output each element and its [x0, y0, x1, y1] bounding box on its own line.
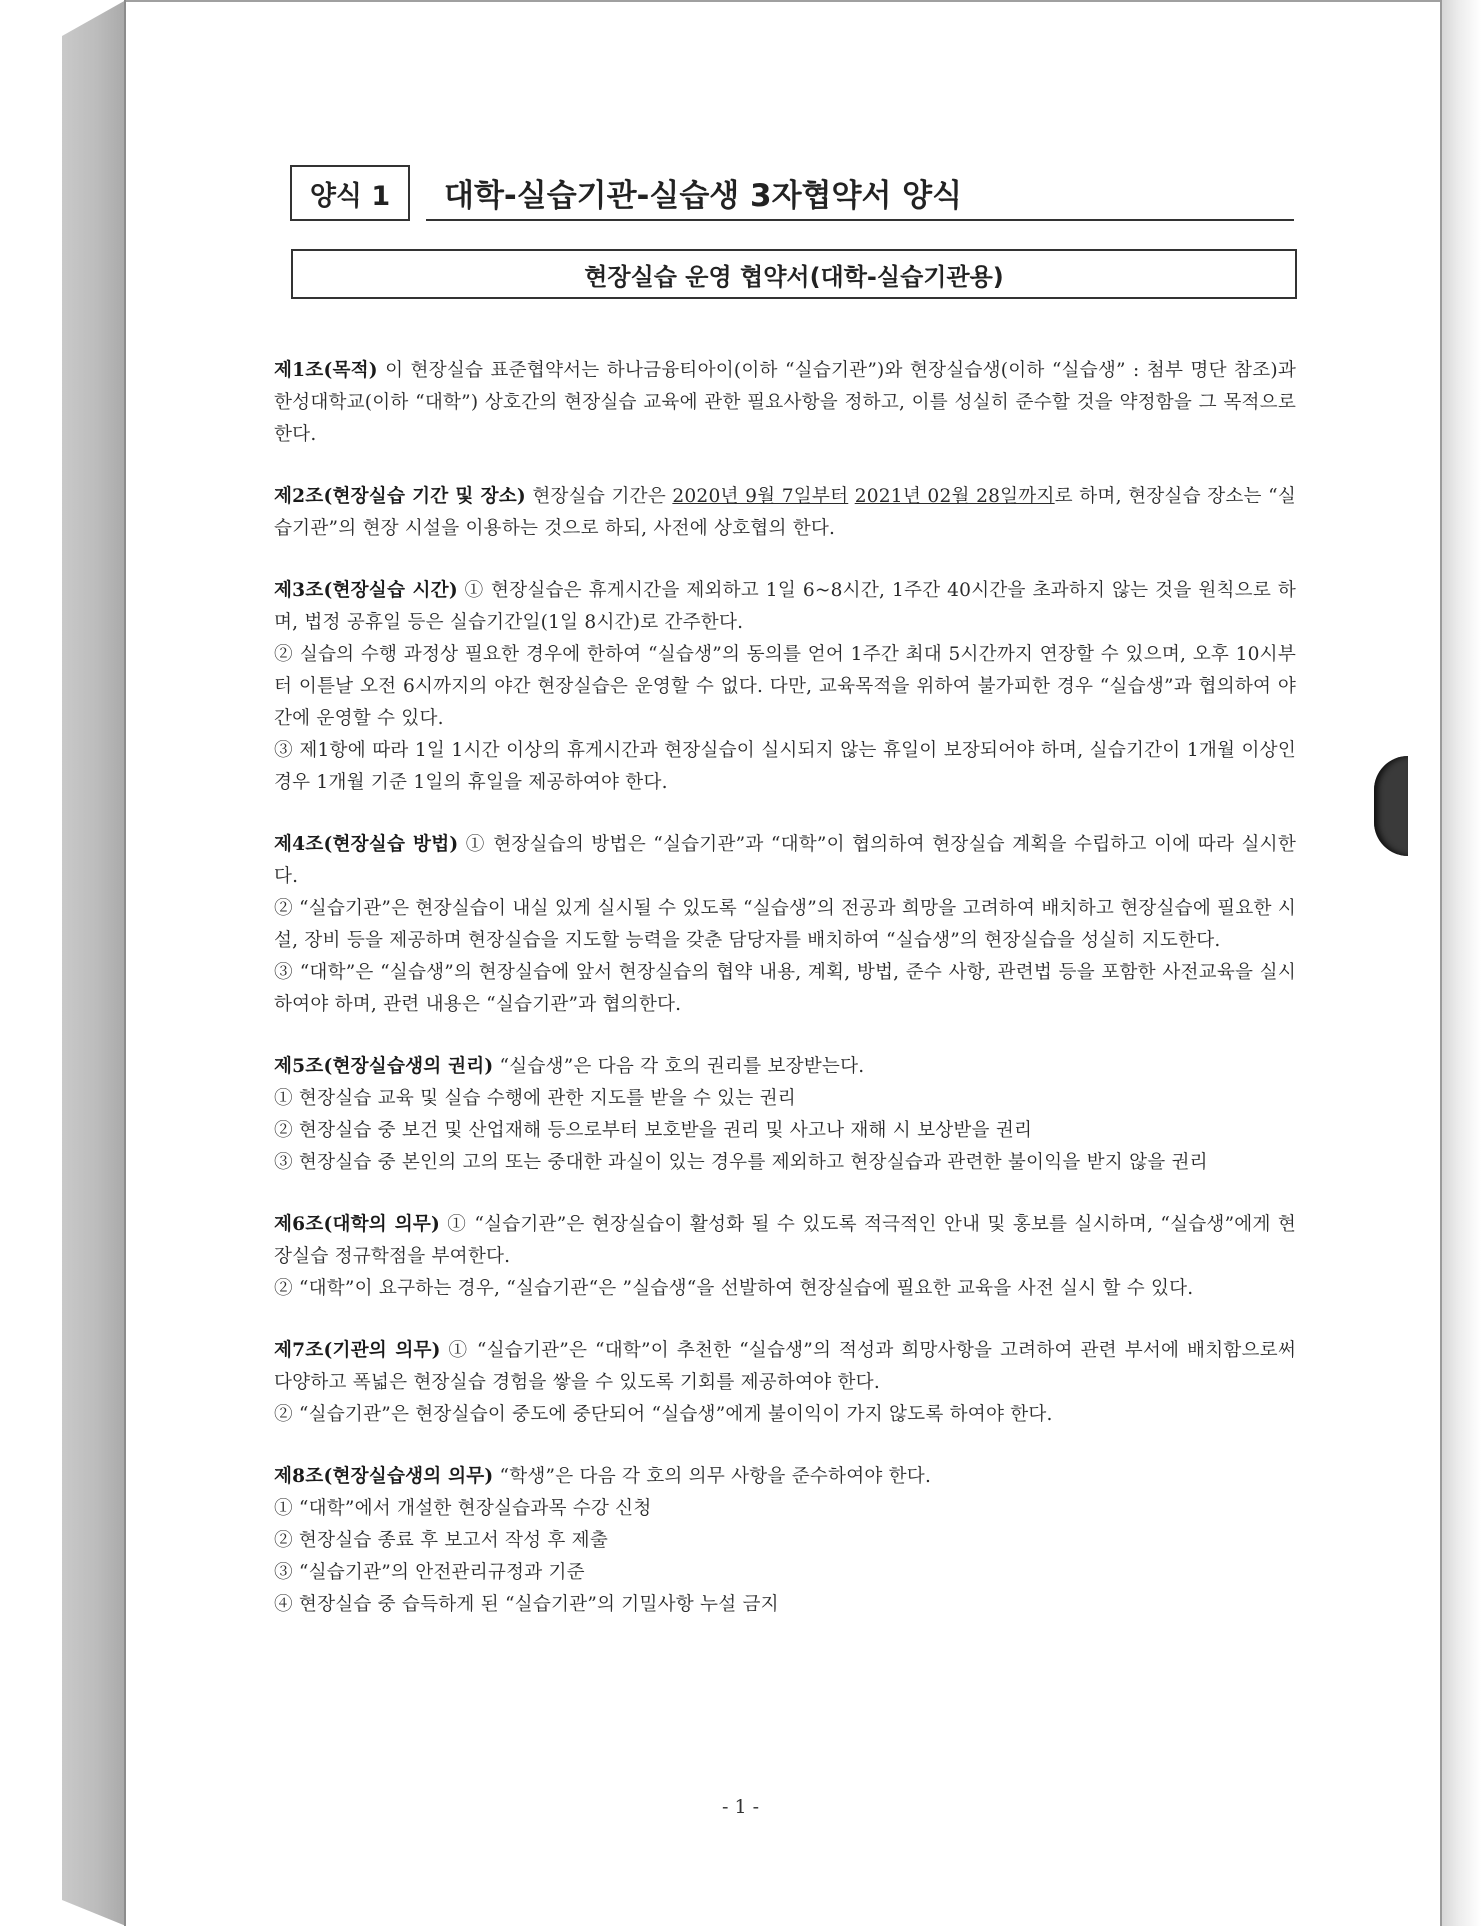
- form-label: 양식 1: [290, 165, 410, 221]
- article-1-body: 이 현장실습 표준협약서는 하나금융티아이(이하 “실습기관”)와 현장실습생(이하 “실습생” : 첨부 명단 참조)과 한성대학교(이하 “대학”) 상호간의 현장실습 교육에 관한 필요사항을 정하고, 이를 성실히 준수할 것을 약정함을 그 목적으로 한다.: [274, 360, 1296, 445]
- binder-hole: [1374, 756, 1408, 856]
- article-4-clause-1: ① 현장실습의 방법은 “실습기관”과 “대학”이 협의하여 현장실습 계획을 수립하고 이에 따라 실시한다.: [274, 834, 1296, 887]
- article-8-item-3: ③ “실습기관”의 안전관리규정과 기준: [274, 1562, 585, 1583]
- article-5-para-0: [274, 1051, 1296, 1083]
- article-1-heading: 제1조(목적): [274, 360, 378, 381]
- period-start: 2020년 9월 7일부터: [672, 486, 849, 507]
- article-8-para-0: [274, 1461, 1296, 1493]
- article-2: [274, 481, 1296, 545]
- article-5: [274, 1051, 1296, 1179]
- article-5-intro: “실습생”은 다음 각 호의 권리를 보장받는다.: [493, 1056, 865, 1077]
- article-4-clause-2: ② “실습기관”은 현장실습이 내실 있게 실시될 수 있도록 “실습생”의 전공과 희망을 고려하여 배치하고 현장실습에 필요한 시설, 장비 등을 제공하며 현장실습을 지도할 능력을 갖춘 담당자를 배치하여 “실습생”의 현장실습을 성실히 지도한다.: [274, 898, 1296, 951]
- article-7-clause-2: ② “실습기관”은 현장실습이 중도에 중단되어 “실습생”에게 불이익이 가지 않도록 하여야 한다.: [274, 1404, 1053, 1425]
- article-3-clause-3: ③ 제1항에 따라 1일 1시간 이상의 휴게시간과 현장실습이 실시되지 않는 휴일이 보장되어야 하며, 실습기간이 1개월 이상인 경우 1개월 기준 1일의 휴일을 제공하여야 한다.: [274, 740, 1296, 793]
- page-right-edge: [1440, 0, 1442, 1926]
- form-title: 대학-실습기관-실습생 3자협약서 양식: [444, 178, 963, 214]
- agreement-body: [274, 355, 1296, 1651]
- article-6-para-1: [274, 1209, 1296, 1273]
- article-2-text: [274, 481, 1296, 545]
- article-7: [274, 1335, 1296, 1431]
- article-4-clause-3: ③ “대학”은 “실습생”의 현장실습에 앞서 현장실습의 협약 내용, 계획, 방법, 준수 사항, 관련법 등을 포함한 사전교육을 실시하여야 하며, 관련 내용은 “실습기관”과 협의한다.: [274, 962, 1296, 1015]
- article-4-para-1: [274, 829, 1296, 893]
- article-7-clause-1: ① “실습기관”은 “대학”이 추천한 “실습생”의 적성과 희망사항을 고려하여 관련 부서에 배치함으로써 다양하고 폭넓은 현장실습 경험을 쌓을 수 있도록 기회를 제공하여야 한다.: [274, 1340, 1296, 1393]
- article-6-clause-2: ② “대학”이 요구하는 경우, “실습기관“은 ”실습생“을 선발하여 현장실습에 필요한 교육을 사전 실시 할 수 있다.: [274, 1278, 1194, 1299]
- article-3-para-1: [274, 575, 1296, 639]
- article-6: [274, 1209, 1296, 1305]
- article-8: [274, 1461, 1296, 1621]
- article-6-heading: 제6조(대학의 의무): [274, 1214, 441, 1235]
- article-8-item-1: ① “대학”에서 개설한 현장실습과목 수강 신청: [274, 1498, 652, 1519]
- article-5-item-1: ① 현장실습 교육 및 실습 수행에 관한 지도를 받을 수 있는 권리: [274, 1088, 796, 1109]
- period-end: 2021년 02월 28일까지: [854, 486, 1055, 507]
- article-4: [274, 829, 1296, 1021]
- article-3: [274, 575, 1296, 799]
- article-7-heading: 제7조(기관의 의무): [274, 1340, 441, 1361]
- article-7-para-1: [274, 1335, 1296, 1399]
- binder-spine: [62, 0, 126, 1926]
- page-number: - 1 -: [721, 1796, 759, 1818]
- document-title: 현장실습 운영 협약서(대학-실습기관용): [291, 249, 1297, 299]
- article-3-clause-2: ② 실습의 수행 과정상 필요한 경우에 한하여 “실습생”의 동의를 얻어 1주간 최대 5시간까지 연장할 수 있으며, 오후 10시부터 이튿날 오전 6시까지의 야간 현장실습은 운영할 수 없다. 다만, 교육목적을 위하여 불가피한 경우 “실습생”과 협의하여 야간에 운영할 수 있다.: [274, 644, 1296, 729]
- article-5-item-2: ② 현장실습 중 보건 및 산업재해 등으로부터 보호받을 권리 및 사고나 재해 시 보상받을 권리: [274, 1120, 1033, 1141]
- article-8-item-4: ④ 현장실습 중 습득하게 된 “실습기관”의 기밀사항 누설 금지: [274, 1594, 779, 1615]
- article-2-heading: 제2조(현장실습 기간 및 장소): [274, 486, 526, 507]
- page-left-edge: [124, 0, 126, 1926]
- page-shadow: [1440, 0, 1481, 1926]
- article-6-clause-1: ① “실습기관”은 현장실습이 활성화 될 수 있도록 적극적인 안내 및 홍보를 실시하며, “실습생”에게 현장실습 정규학점을 부여한다.: [274, 1214, 1296, 1267]
- article-5-heading: 제5조(현장실습생의 권리): [274, 1056, 494, 1077]
- title-underline: [426, 219, 1294, 221]
- article-1-text: [274, 355, 1296, 451]
- page-top-edge: [124, 0, 1442, 2]
- article-3-clause-1: ① 현장실습은 휴게시간을 제외하고 1일 6~8시간, 1주간 40시간을 초과하지 않는 것을 원칙으로 하며, 법정 공휴일 등은 실습기간일(1일 8시간)로 간주한다.: [274, 580, 1296, 633]
- article-2-post: 로 하며, 현장실습 장소는 “실습기관”의 현장 시설을 이용하는 것으로 하되, 사전에 상호협의 한다.: [274, 486, 1296, 539]
- article-8-heading: 제8조(현장실습생의 의무): [274, 1466, 494, 1487]
- article-8-item-2: ② 현장실습 종료 후 보고서 작성 후 제출: [274, 1530, 608, 1551]
- article-1: [274, 355, 1296, 451]
- article-8-intro: “학생”은 다음 각 호의 의무 사항을 준수하여야 한다.: [493, 1466, 932, 1487]
- article-4-heading: 제4조(현장실습 방법): [274, 834, 459, 855]
- article-5-item-3: ③ 현장실습 중 본인의 고의 또는 중대한 과실이 있는 경우를 제외하고 현장실습과 관련한 불이익을 받지 않을 권리: [274, 1152, 1208, 1173]
- article-3-heading: 제3조(현장실습 시간): [274, 580, 458, 601]
- article-2-pre: 현장실습 기간은: [525, 486, 673, 507]
